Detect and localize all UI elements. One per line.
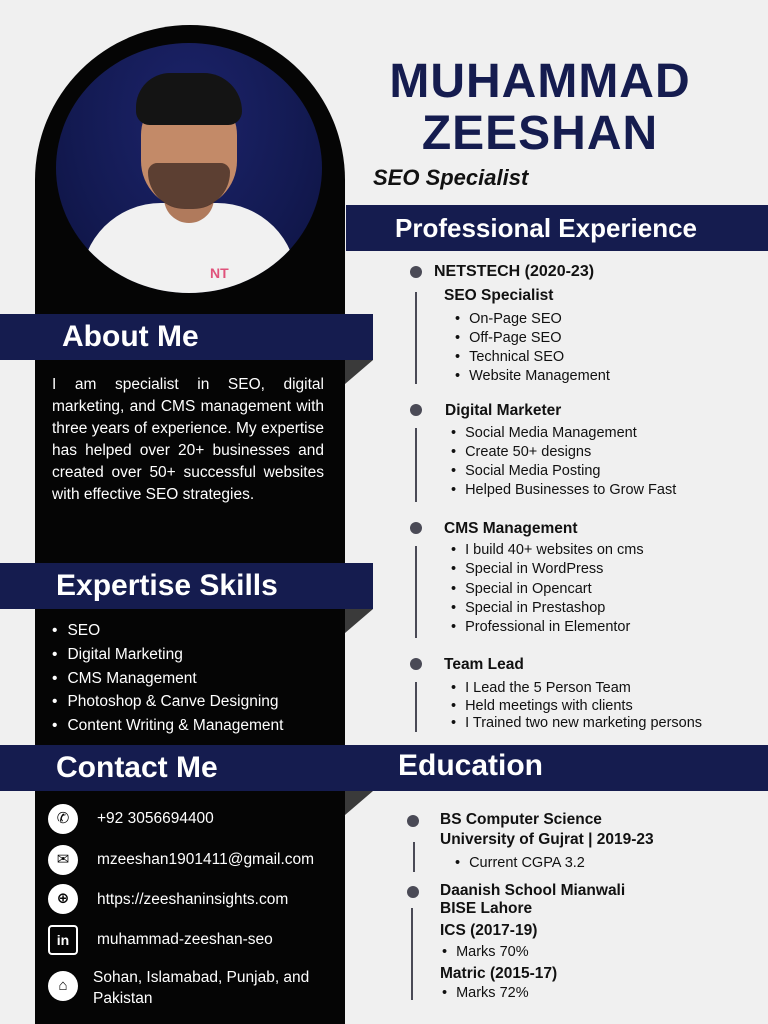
timeline-dot (407, 815, 419, 827)
ribbon-fold (345, 609, 373, 633)
job-bullet: • Social Media Posting (451, 463, 676, 482)
matric-marks: • Marks 72% (442, 985, 529, 1001)
degree-bullets (455, 855, 585, 871)
experience-heading: Professional Experience (346, 205, 768, 251)
skill-item: • CMS Management (52, 667, 342, 691)
job-bullet: • Professional in Elementor (451, 619, 644, 638)
skill-item: • Photoshop & Canve Designing (52, 690, 342, 714)
role-title: SEO Specialist (373, 165, 529, 190)
name-last: ZEESHAN (421, 107, 659, 160)
email-address[interactable]: mzeeshan1901411@gmail.com (97, 851, 315, 868)
job-bullet: • Held meetings with clients (451, 698, 702, 716)
address-text: Sohan, Islamabad, Punjab, and Pakistan (93, 969, 310, 1007)
contact-heading: Contact Me (0, 745, 373, 791)
job-bullet: • Technical SEO (455, 349, 610, 368)
job-bullet: • Website Management (455, 368, 610, 387)
job-title: CMS Management (444, 520, 578, 537)
profile-photo (56, 43, 322, 293)
job-bullets (451, 680, 702, 733)
university-name: University of Gujrat | 2019-23 (440, 831, 654, 848)
timeline-line (413, 842, 415, 872)
skill-item: • SEO (52, 619, 342, 643)
job-bullets (451, 542, 644, 638)
timeline-line (415, 292, 417, 384)
job-bullets (451, 425, 676, 501)
education-heading: Education (346, 745, 768, 791)
timeline-line (415, 428, 417, 502)
linkedin-handle[interactable]: muhammad-zeeshan-seo (97, 931, 273, 948)
job-bullet: • Create 50+ designs (451, 444, 676, 463)
contact-email[interactable] (48, 845, 348, 877)
ics-bullets (442, 944, 529, 960)
name-first: MUHAMMAD (389, 55, 691, 108)
ribbon-fold (345, 360, 373, 384)
timeline-dot (410, 266, 422, 278)
contact-website[interactable] (48, 884, 348, 916)
job-bullet: • I Trained two new marketing persons (451, 715, 702, 733)
about-heading: About Me (0, 314, 373, 360)
skills-list (52, 619, 342, 738)
degree-title: BS Computer Science (440, 811, 602, 828)
board-name: BISE Lahore (440, 900, 533, 917)
shirt-logo: NT (210, 265, 229, 281)
contact-linkedin[interactable] (48, 925, 348, 957)
job-bullet: • Off-Page SEO (455, 330, 610, 349)
matric-title: Matric (2015-17) (440, 965, 558, 982)
skill-item: • Content Writing & Management (52, 714, 342, 738)
job-bullet: • Special in Prestashop (451, 600, 644, 619)
ics-title: ICS (2017-19) (440, 922, 538, 939)
linkedin-icon: in (48, 925, 78, 955)
globe-icon: ⊕ (48, 884, 78, 914)
cgpa-item: • Current CGPA 3.2 (455, 855, 585, 871)
job-title: Digital Marketer (445, 402, 562, 419)
contact-address (48, 967, 348, 1011)
job-bullet: • Special in WordPress (451, 561, 644, 580)
job-bullets (455, 311, 610, 387)
timeline-line (411, 908, 413, 1000)
job-bullet: • Special in Opencart (451, 581, 644, 600)
timeline-dot (410, 404, 422, 416)
job-bullet: • On-Page SEO (455, 311, 610, 330)
timeline-line (415, 546, 417, 638)
contact-phone[interactable] (48, 804, 348, 836)
school-name: Daanish School Mianwali (440, 882, 626, 899)
whatsapp-icon: ✆ (48, 804, 78, 834)
job-bullet: • Helped Businesses to Grow Fast (451, 482, 676, 501)
website-link[interactable]: https://zeeshaninsights.com (97, 891, 289, 908)
timeline-dot (410, 522, 422, 534)
ics-marks: • Marks 70% (442, 944, 529, 960)
about-text: I am specialist in SEO, digital marketing, and CMS management with three years of experience. My expertise has helped over 20+ businesses and created over 50+ successful websites with effective SEO strategies. (52, 376, 324, 503)
email-icon: ✉ (48, 845, 78, 875)
timeline-dot (407, 886, 419, 898)
skill-item: • Digital Marketing (52, 643, 342, 667)
timeline-dot (410, 658, 422, 670)
home-icon: ⌂ (48, 971, 78, 1001)
company-name: NETSTECH (2020-23) (434, 263, 595, 280)
matric-bullets (442, 985, 529, 1001)
job-bullet: • I Lead the 5 Person Team (451, 680, 702, 698)
job-bullet: • Social Media Management (451, 425, 676, 444)
phone-number[interactable]: +92 3056694400 (97, 810, 214, 827)
ribbon-fold (345, 791, 373, 815)
skills-heading: Expertise Skills (0, 563, 373, 609)
job-bullet: • I build 40+ websites on cms (451, 542, 644, 561)
job-title: Team Lead (444, 656, 524, 673)
timeline-line (415, 682, 417, 732)
job-title: SEO Specialist (444, 287, 554, 304)
name-title (330, 56, 750, 160)
photo-hair (136, 73, 242, 125)
